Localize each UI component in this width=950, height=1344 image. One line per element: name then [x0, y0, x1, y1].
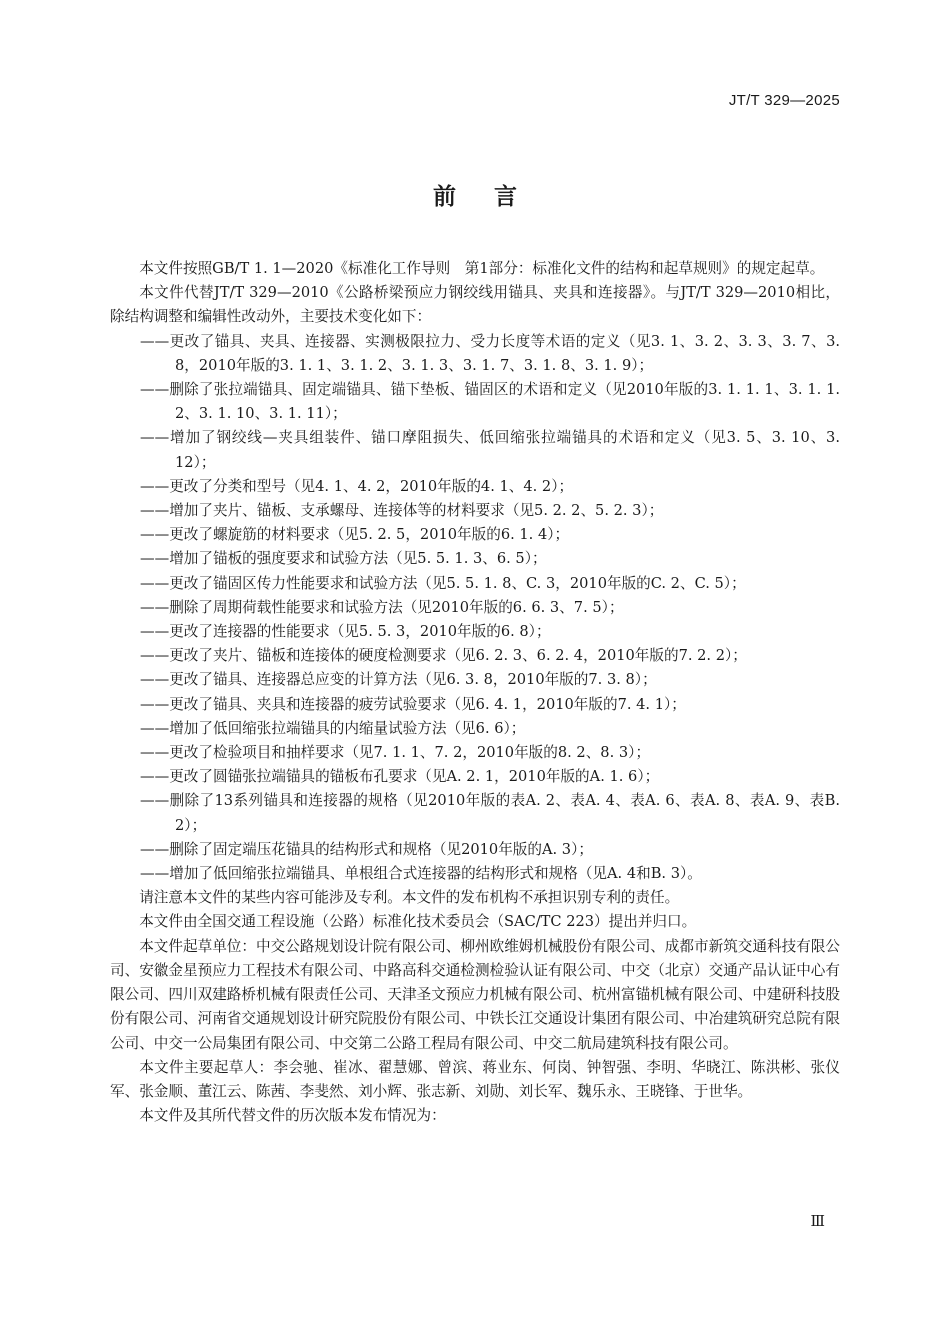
page-number: Ⅲ: [810, 1212, 825, 1230]
paragraph-drafting-units: 本文件起草单位：中交公路规划设计院有限公司、柳州欧维姆机械股份有限公司、成都市新筑交通科技有限公司、安徽金星预应力工程技术有限公司、中路高科交通检测检验认证有限公司、中交（北京）交通产品认证中心有限公司、四川双建路桥机械有限责任公司、天津圣文预应力机械有限公司、杭州富锚机械有限公司、中建研科技股份有限公司、河南省交通规划设计研究院股份有限公司、中铁长江交通设计集团有限公司、中冶建筑研究总院有限公司、中交一公局集团有限公司、中交第二公路工程局有限公司、中交二航局建筑科技有限公司。: [110, 937, 840, 1052]
list-item: ——删除了周期荷载性能要求和试验方法（见2010年版的6. 6. 3、7. 5）；: [140, 598, 624, 616]
list-item: ——更改了锚固区传力性能要求和试验方法（见5. 5. 1. 8、C. 3，2010年版的C. 2、C. 5）；: [140, 574, 746, 592]
paragraph-drafting-rules: 本文件按照GB/T 1. 1—2020《标准化工作导则 第1部分：标准化文件的结构和起草规则》的规定起草。: [139, 260, 825, 277]
change-list: [110, 330, 840, 887]
list-item: ——删除了13系列锚具和连接器的规格（见2010年版的表A. 2、表A. 4、表A. 6、表A. 8、表A. 9、表B. 2）；: [140, 792, 840, 834]
list-item: ——增加了夹片、锚板、支承螺母、连接体等的材料要求（见5. 2. 2、5. 2. 3）；: [140, 502, 664, 520]
list-item: ——更改了连接器的性能要求（见5. 5. 3，2010年版的6. 8）；: [140, 623, 551, 641]
list-item: ——更改了锚具、连接器总应变的计算方法（见6. 3. 8，2010年版的7. 3. 8）；: [140, 671, 657, 689]
list-item: ——增加了钢绞线—夹具组装件、锚口摩阻损失、低回缩张拉端锚具的术语和定义（见3. 5、3. 10、3. 12）；: [140, 429, 840, 471]
list-item: ——更改了检验项目和抽样要求（见7. 1. 1、7. 2，2010年版的8. 2、8. 3）；: [140, 744, 651, 762]
paragraph-patent-notice: 请注意本文件的某些内容可能涉及专利。本文件的发布机构不承担识别专利的责任。: [139, 889, 680, 907]
list-item: ——增加了低回缩张拉端锚具的内缩量试验方法（见6. 6）；: [140, 719, 526, 737]
list-item: ——更改了锚具、夹具、连接器、实测极限拉力、受力长度等术语的定义（见3. 1、3. 2、3. 3、3. 7、3. 8，2010年版的3. 1. 1、3. 1. 2、3. 1. 3、3. 1. 7、3. 1. 8、3. 1. 9）；: [140, 332, 840, 374]
list-item: ——更改了圆锚张拉端锚具的锚板布孔要求（见A. 2. 1，2010年版的A. 1. 6）；: [140, 768, 660, 786]
foreword-body: [110, 257, 840, 1128]
list-item: ——更改了分类和型号（见4. 1、4. 2，2010年版的4. 1、4. 2）；: [140, 477, 574, 495]
list-item: ——更改了螺旋筋的材料要求（见5. 2. 5，2010年版的6. 1. 4）；: [140, 526, 570, 544]
page-title: 前言: [433, 184, 555, 210]
paragraph-proposer: 本文件由全国交通工程设施（公路）标准化技术委员会（SAC/TC 223）提出并归口。: [139, 913, 697, 931]
paragraph-version-history: 本文件及其所代替文件的历次版本发布情况为：: [139, 1107, 446, 1125]
paragraph-drafters: 本文件主要起草人：李会驰、崔冰、翟慧娜、曾滨、蒋业东、何岗、钟智强、李明、华晓江、陈洪彬、张仪军、张金顺、董江云、陈茜、李斐然、刘小辉、张志新、刘勋、刘长军、魏乐永、王晓锋、于世华。: [110, 1058, 840, 1100]
list-item: ——增加了锚板的强度要求和试验方法（见5. 5. 1. 3、6. 5）；: [140, 550, 547, 568]
document-code: JT/T 329—2025: [728, 92, 840, 109]
list-item: ——删除了张拉端锚具、固定端锚具、锚下垫板、锚固区的术语和定义（见2010年版的3. 1. 1. 1、3. 1. 1. 2、3. 1. 10、3. 1. 11）；: [140, 381, 840, 423]
list-item: ——更改了锚具、夹具和连接器的疲劳试验要求（见6. 4. 1，2010年版的7. 4. 1）；: [140, 695, 686, 713]
list-item: ——删除了固定端压花锚具的结构形式和规格（见2010年版的A. 3）；: [140, 840, 593, 858]
paragraph-replaces: 本文件代替JT/T 329—2010《公路桥梁预应力钢绞线用锚具、夹具和连接器》。与JT/T 329—2010相比，除结构调整和编辑性改动外，主要技术变化如下：: [110, 284, 840, 326]
list-item: ——增加了低回缩张拉端锚具、单根组合式连接器的结构形式和规格（见A. 4和B. 3）。: [140, 865, 702, 883]
list-item: ——更改了夹片、锚板和连接体的硬度检测要求（见6. 2. 3、6. 2. 4，2010年版的7. 2. 2）；: [140, 647, 747, 665]
